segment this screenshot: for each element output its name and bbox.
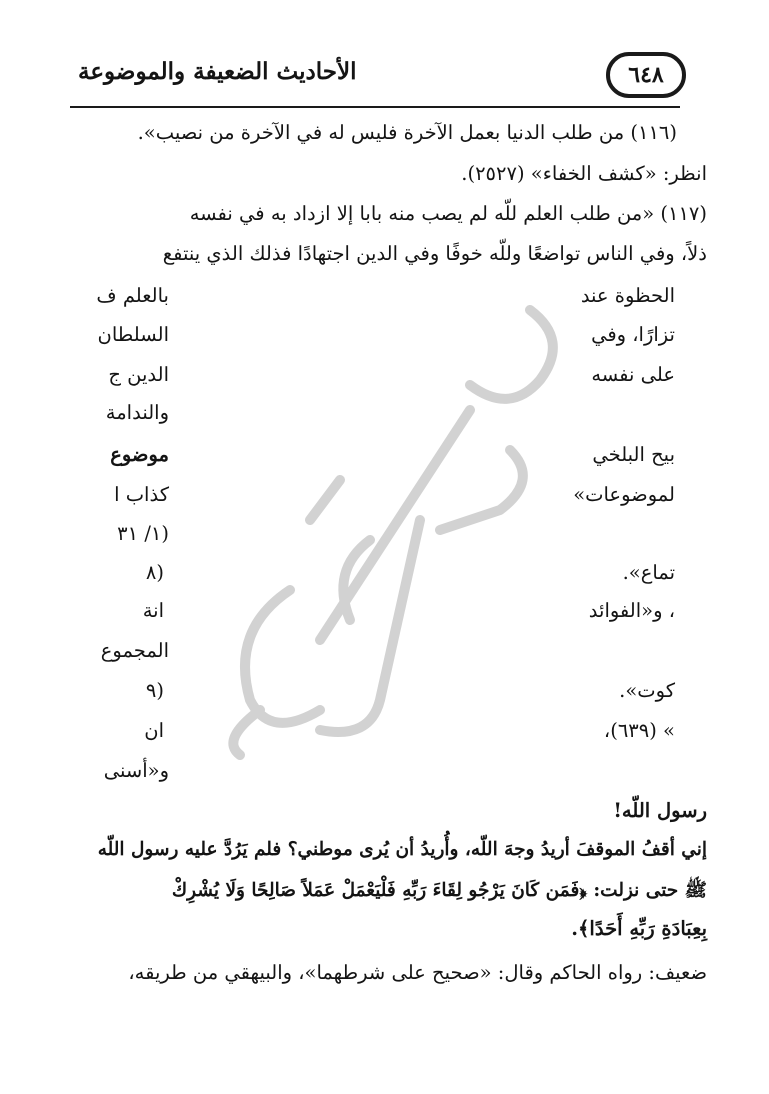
hadith-119-line-1: إني أقفُ الموقفَ أريدُ وجهَ اللّه، وأُريدُ أن يُرى موطني؟ فلم يَرُدَّ عليه رسول اللّه: [97, 839, 707, 860]
text-fragment: (١/ ٣١: [117, 522, 169, 545]
text-fragment: الحظوة عند: [580, 284, 675, 307]
hadith-117-line-2: ذلاً، وفي الناس تواضعًا وللّه خوفًا وفي الدين اجتهادًا فذلك الذي ينتفع: [162, 242, 707, 265]
page-number: ٦٤٨: [606, 52, 686, 98]
text-fragment: » (٦٣٩)،: [603, 719, 675, 742]
text-fragment: رسول اللّه!: [613, 799, 707, 822]
text-fragment: تماع».: [622, 561, 675, 584]
text-fragment: المجموع: [100, 639, 169, 662]
text-fragment: والندامة: [105, 401, 169, 424]
text-fragment: الدين ج: [108, 363, 169, 386]
hadith-119-number: (٩: [145, 679, 164, 702]
text-fragment: على نفسه: [591, 363, 675, 386]
grading-line: ضعيف: رواه الحاكم وقال: «صحيح على شرطهما»، والبيهقي من طريقه،: [128, 961, 707, 984]
watermark-stroke: [310, 480, 340, 520]
watermark-stroke: [440, 450, 523, 530]
text-fragment: بالعلم ف: [96, 284, 169, 307]
watermark-stamp: [170, 290, 590, 760]
quran-verse-line-1: ﷺ حتى نزلت: ﴿فَمَن كَانَ يَرْجُو لِقَاءَ رَبِّهِ فَلْيَعْمَلْ عَمَلاً صَالِحًا وَلَا يُشْرِكْ: [171, 880, 707, 901]
watermark-stroke: [320, 520, 420, 732]
hadith-117-line-1: (١١٧) «من طلب العلم للّه لم يصب منه بابا إلا ازداد به في نفسه: [189, 202, 707, 225]
text-fragment: السلطان: [97, 323, 169, 346]
text-fragment: بيح البلخي: [592, 443, 675, 466]
text-fragment: ان: [144, 719, 164, 742]
watermark-stroke: [245, 590, 320, 723]
watermark-stroke: [233, 710, 260, 755]
text-fragment: تزارًا، وفي: [591, 323, 675, 346]
text-fragment: و«أسنى: [103, 759, 169, 782]
text-fragment: كذاب ا: [114, 483, 169, 506]
text-fragment: لموضوعات»: [573, 483, 675, 506]
hadith-118-number: (٨: [145, 561, 164, 584]
quran-verse-line-2: بِعِبَادَةِ رَبِّهِ أَحَدًا﴾.: [571, 917, 707, 940]
text-fragment: ، و«الفوائد: [588, 599, 675, 622]
text-fragment: انة: [142, 599, 164, 622]
watermark-stroke: [470, 310, 553, 399]
watermark-stroke: [343, 540, 370, 620]
hadith-116-text: (١١٦) من طلب الدنيا بعمل الآخرة فليس له في الآخرة من نصيب».: [137, 121, 677, 144]
page-header: [70, 48, 680, 108]
text-fragment: كوت».: [619, 679, 675, 702]
running-title: الأحاديث الضعيفة والموضوعة: [78, 58, 357, 85]
watermark-stroke: [320, 410, 470, 640]
grading-label: موضوع: [110, 443, 169, 466]
hadith-116-reference: انظر: «كشف الخفاء» (٢٥٢٧).: [461, 162, 707, 185]
